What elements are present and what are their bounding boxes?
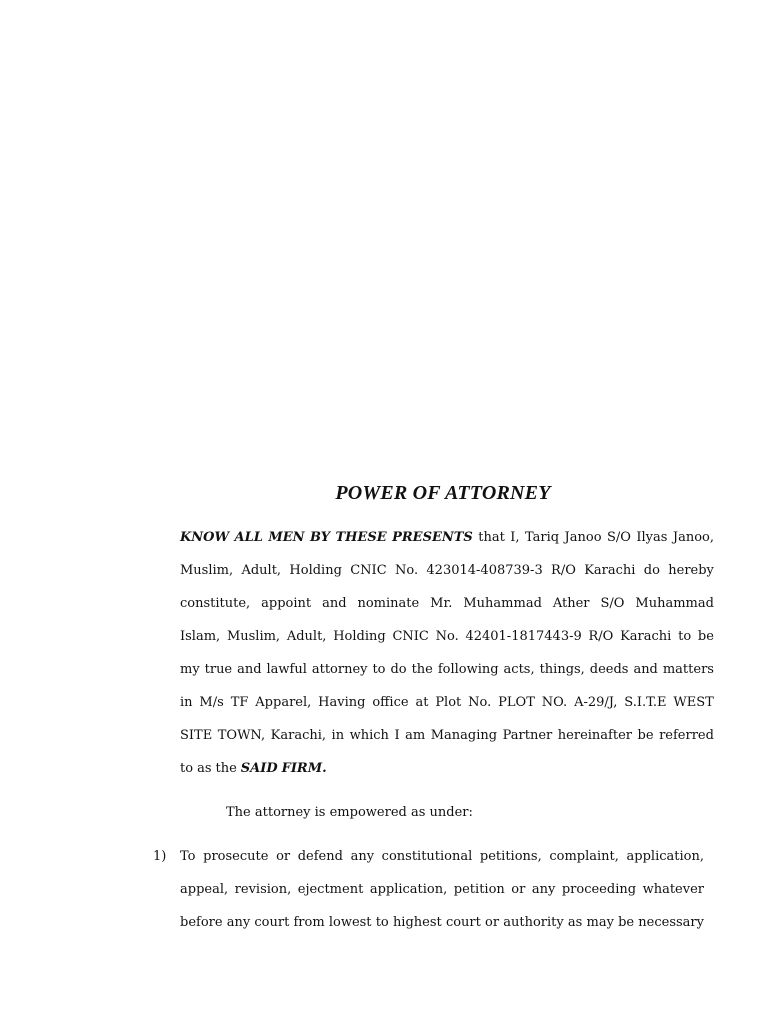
word: constitute, bbox=[180, 596, 251, 611]
word: office bbox=[372, 695, 409, 710]
word: hereinafter bbox=[557, 728, 632, 743]
word: court bbox=[445, 915, 481, 930]
word: No. bbox=[435, 629, 459, 644]
paragraph-line bbox=[180, 526, 714, 559]
word: attorney bbox=[311, 662, 368, 677]
word: that bbox=[478, 530, 505, 545]
word: be bbox=[697, 629, 714, 644]
word: Karachi, bbox=[270, 728, 327, 743]
word: appoint bbox=[261, 596, 312, 611]
word: FIRM. bbox=[281, 761, 327, 776]
word: Muslim, bbox=[226, 629, 281, 644]
word: nominate bbox=[357, 596, 420, 611]
word: be bbox=[618, 915, 635, 930]
word: Holding bbox=[333, 629, 386, 644]
word: matters bbox=[662, 662, 714, 677]
word: Managing bbox=[430, 728, 498, 743]
word: Mr. bbox=[430, 596, 453, 611]
word: 423014-408739-3 bbox=[426, 563, 543, 578]
word: R/O bbox=[551, 563, 576, 578]
word: 42401-1817443-9 bbox=[465, 629, 582, 644]
word: deeds bbox=[589, 662, 629, 677]
word: Janoo, bbox=[672, 530, 714, 545]
word: Apparel, bbox=[255, 695, 312, 710]
word: hereby bbox=[668, 563, 714, 578]
word: To bbox=[180, 849, 196, 864]
paragraph-line bbox=[180, 592, 714, 625]
word: highest bbox=[392, 915, 442, 930]
word: as bbox=[567, 915, 583, 930]
word: appeal, bbox=[180, 882, 229, 897]
word: NO. bbox=[541, 695, 568, 710]
word: referred bbox=[659, 728, 714, 743]
word: Islam, bbox=[180, 629, 221, 644]
word: Janoo bbox=[564, 530, 602, 545]
word: or bbox=[511, 882, 526, 897]
word: No. bbox=[394, 563, 419, 578]
item-line bbox=[180, 845, 704, 878]
word: Having bbox=[318, 695, 366, 710]
word: petitions, bbox=[479, 849, 542, 864]
word: my bbox=[180, 662, 200, 677]
word: Karachi bbox=[584, 563, 636, 578]
word: ejectment bbox=[297, 882, 364, 897]
paragraph-line bbox=[180, 625, 714, 658]
word: Plot bbox=[435, 695, 462, 710]
item-line bbox=[180, 911, 704, 944]
word: which bbox=[349, 728, 389, 743]
word: following bbox=[437, 662, 499, 677]
word: and bbox=[633, 662, 658, 677]
word: any bbox=[350, 849, 375, 864]
empowered-intro: The attorney is empowered as under: bbox=[226, 805, 473, 820]
word: R/O bbox=[588, 629, 614, 644]
paragraph-line bbox=[180, 559, 714, 592]
word: things, bbox=[539, 662, 585, 677]
word: No. bbox=[468, 695, 492, 710]
word: SITE bbox=[180, 728, 213, 743]
word: the bbox=[215, 761, 237, 776]
word: SAID bbox=[240, 761, 278, 776]
word: before bbox=[180, 915, 223, 930]
word: BY bbox=[309, 530, 331, 545]
word: Adult, bbox=[241, 563, 282, 578]
paragraph-line bbox=[180, 757, 714, 790]
paragraph-line bbox=[180, 658, 714, 691]
word: S/O bbox=[600, 596, 625, 611]
word: constitutional bbox=[381, 849, 473, 864]
word: court bbox=[254, 915, 290, 930]
word: lawful bbox=[266, 662, 307, 677]
word: KNOW bbox=[180, 530, 230, 545]
word: revision, bbox=[234, 882, 292, 897]
word: MEN bbox=[268, 530, 305, 545]
word: defend bbox=[297, 849, 343, 864]
word: authority bbox=[503, 915, 564, 930]
word: S.I.T.E bbox=[624, 695, 667, 710]
word: do bbox=[390, 662, 407, 677]
word: complaint, bbox=[549, 849, 619, 864]
word: whatever bbox=[642, 882, 704, 897]
word: WEST bbox=[673, 695, 714, 710]
word: PRESENTS bbox=[392, 530, 473, 545]
word: PLOT bbox=[498, 695, 535, 710]
word: from bbox=[293, 915, 325, 930]
word: Muslim, bbox=[180, 563, 234, 578]
item-text bbox=[180, 845, 704, 944]
word: in bbox=[180, 695, 193, 710]
word: TF bbox=[230, 695, 249, 710]
word: CNIC bbox=[392, 629, 429, 644]
word: in bbox=[331, 728, 345, 743]
item-line bbox=[180, 878, 704, 911]
word: at bbox=[415, 695, 429, 710]
word: application, bbox=[369, 882, 448, 897]
word: Ilyas bbox=[636, 530, 668, 545]
word: M/s bbox=[199, 695, 224, 710]
word: TOWN, bbox=[217, 728, 266, 743]
word: may bbox=[586, 915, 614, 930]
word: and bbox=[322, 596, 347, 611]
word: Tariq bbox=[524, 530, 560, 545]
item-number: 1) bbox=[153, 849, 167, 864]
word: necessary bbox=[638, 915, 704, 930]
word: A-29/J, bbox=[574, 695, 618, 710]
word: Holding bbox=[289, 563, 342, 578]
word: or bbox=[485, 915, 500, 930]
document-title bbox=[0, 482, 768, 505]
word: or bbox=[276, 849, 291, 864]
word: THESE bbox=[335, 530, 387, 545]
word: lowest bbox=[328, 915, 372, 930]
word: Muhammad bbox=[635, 596, 714, 611]
word: proceeding bbox=[561, 882, 637, 897]
word: the bbox=[411, 662, 433, 677]
word: CNIC bbox=[350, 563, 387, 578]
word: to bbox=[375, 915, 389, 930]
paragraph-line bbox=[180, 724, 714, 757]
word: to bbox=[678, 629, 692, 644]
word: do bbox=[643, 563, 660, 578]
word: true bbox=[204, 662, 233, 677]
word: acts, bbox=[503, 662, 535, 677]
word: Partner bbox=[502, 728, 553, 743]
word: Adult, bbox=[286, 629, 327, 644]
word: as bbox=[197, 761, 212, 776]
word: and bbox=[237, 662, 262, 677]
word: I, bbox=[510, 530, 520, 545]
word: ALL bbox=[234, 530, 263, 545]
word: be bbox=[637, 728, 654, 743]
word: Ather bbox=[552, 596, 590, 611]
word: to bbox=[372, 662, 386, 677]
word: to bbox=[180, 761, 194, 776]
paragraph-line bbox=[180, 691, 714, 724]
intro-paragraph bbox=[180, 526, 714, 790]
word: petition bbox=[453, 882, 505, 897]
word: am bbox=[405, 728, 426, 743]
word: Karachi bbox=[620, 629, 672, 644]
word: S/O bbox=[606, 530, 631, 545]
word: any bbox=[531, 882, 556, 897]
word: Muhammad bbox=[463, 596, 542, 611]
word: I bbox=[394, 728, 400, 743]
document-title-text: POWER OF ATTORNEY bbox=[335, 482, 551, 504]
word: application, bbox=[626, 849, 704, 864]
word: any bbox=[226, 915, 251, 930]
word: prosecute bbox=[203, 849, 269, 864]
